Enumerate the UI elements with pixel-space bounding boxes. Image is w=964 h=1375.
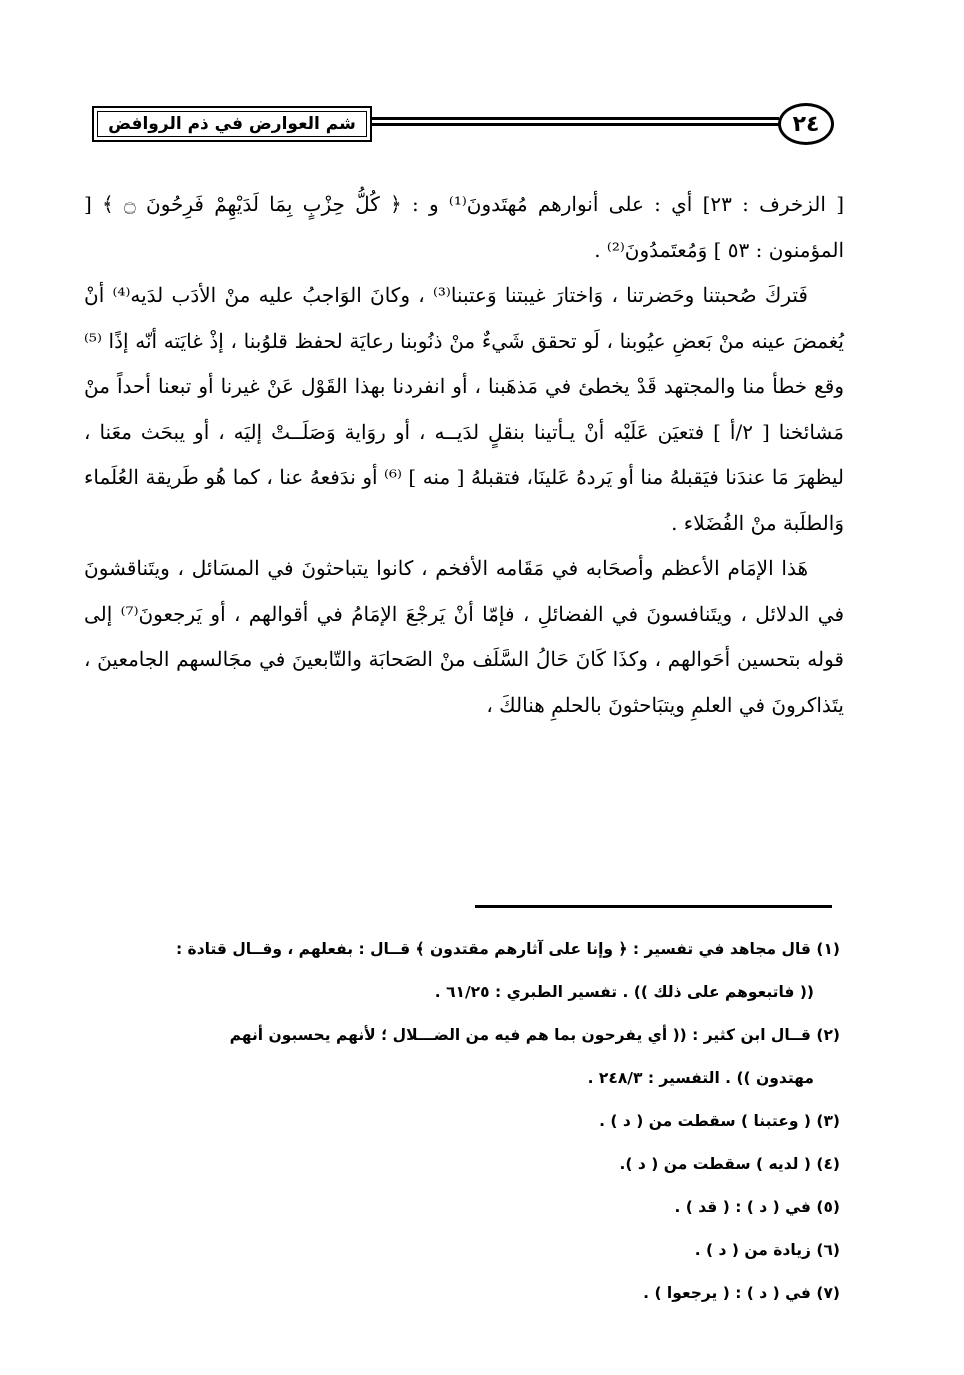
footnote-continuation: مهتدون )) . التفسير : ٢٤٨/٣ . (587, 1069, 814, 1087)
footnote: (٢) قــال ابن كثير : (( أي يفرحون بما هم فيه من الضـــلال ؛ لأنهم يحسبون أنهم (229, 1026, 840, 1044)
page-number: ٢٤ (778, 103, 834, 145)
header-rule (372, 117, 779, 133)
running-title: شم العوارض في ذم الروافض (92, 106, 372, 142)
main-text (84, 182, 844, 728)
footnotes (84, 928, 840, 1315)
footnote: (٤) ( لديه ) سقطت من ( د ). (619, 1155, 840, 1173)
footnote: (٥) في ( د ) : ( قد ) . (674, 1198, 840, 1216)
footnote: (١) قال مجاهد في تفسير : ﴿ وإنا على آثارهم مقتدون ﴾ قــال : بفعلهم ، وقــال قتادة : (175, 940, 840, 958)
body-paragraph: فَتركَ صُحبتنا وحَضرتنا ، وَاختارَ غيبتنا وَعتبنا⁽³⁾ ، وكانَ الوَاجبُ عليه منْ الأدَب لدَيه⁽⁴⁾ أنْ يُغمضَ عينه منْ بَعضِ عيُوبنا ، لَو تحقق شَيءٌ منْ ذنُوبنا رعايَة لحفظ قلوُبنا ، إذْ غايَته أنّه إذًا ⁽⁵⁾ وقع خطأ منا والمجتهد قَدْ يخطئ في مَذهَبنا ، أو انفردنا بهذا القَوْل عَنْ غيرنا أو تبعنا أحداً منْ مَشائخنا [ ٢/أ ] فتعيَن عَلَيْه أنْ يـأتينا بنقلٍ لدَيــه ، أو روَاية وَصَلَــتْ إليَه ، أو يبحَث معَنا ، ليظهرَ مَا عندَنا فيَقبلهُ منا أو يَردهُ عَلينَا، فتقبلهُ [ منه ] ⁽⁶⁾ أو ندَفعهُ عنا ، كما هُو طَريقة العُلَماء وَالطلَبة منْ الفُضَلاء . (84, 283, 844, 535)
footnote-separator (475, 905, 832, 908)
footnote: (٧) في ( د ) : ( يرجعوا ) . (643, 1284, 840, 1302)
footnote-continuation: (( فاتبعوهم على ذلك )) . تفسير الطبري : ٦١/٢٥ . (434, 983, 814, 1001)
body-paragraph: [ الزخرف : ٢٣] أي : على أنوارهم مُهتَدونَ⁽¹⁾ و : ﴿ كُلُّ حِزْبٍ بِمَا لَدَيْهِمْ فَرِحُونَ ۝ ﴾ [ المؤمنون : ٥٣ ] وَمُعتَمدُونَ⁽²⁾ . (84, 192, 844, 262)
body-paragraph: هَذا الإمَام الأعظم وأصحَابه في مَقَامه الأفخم ، كانوا يتباحثونَ في المسَائل ، ويتَناقشونَ في الدلائل ، ويتَنافسونَ في الفضائلِ ، فإمّا أنْ يَرجْعَ الإمَامُ في أقوالهم ، أو يَرجعونَ⁽⁷⁾ إلى قوله بتحسين أحَوالهم ، وكذَا كَانَ حَالُ السَّلَف منْ الصَحابَة والتّابعينَ في مجَالسهم الجامعينَ ، يتَذاكرونَ في العلمِ ويتبَاحثونَ بالحلمِ هنالكَ ، (84, 556, 844, 717)
footnote: (٣) ( وعتبنا ) سقطت من ( د ) . (599, 1112, 840, 1130)
footnote: (٦) زيادة من ( د ) . (694, 1241, 840, 1259)
page-header (90, 100, 838, 150)
